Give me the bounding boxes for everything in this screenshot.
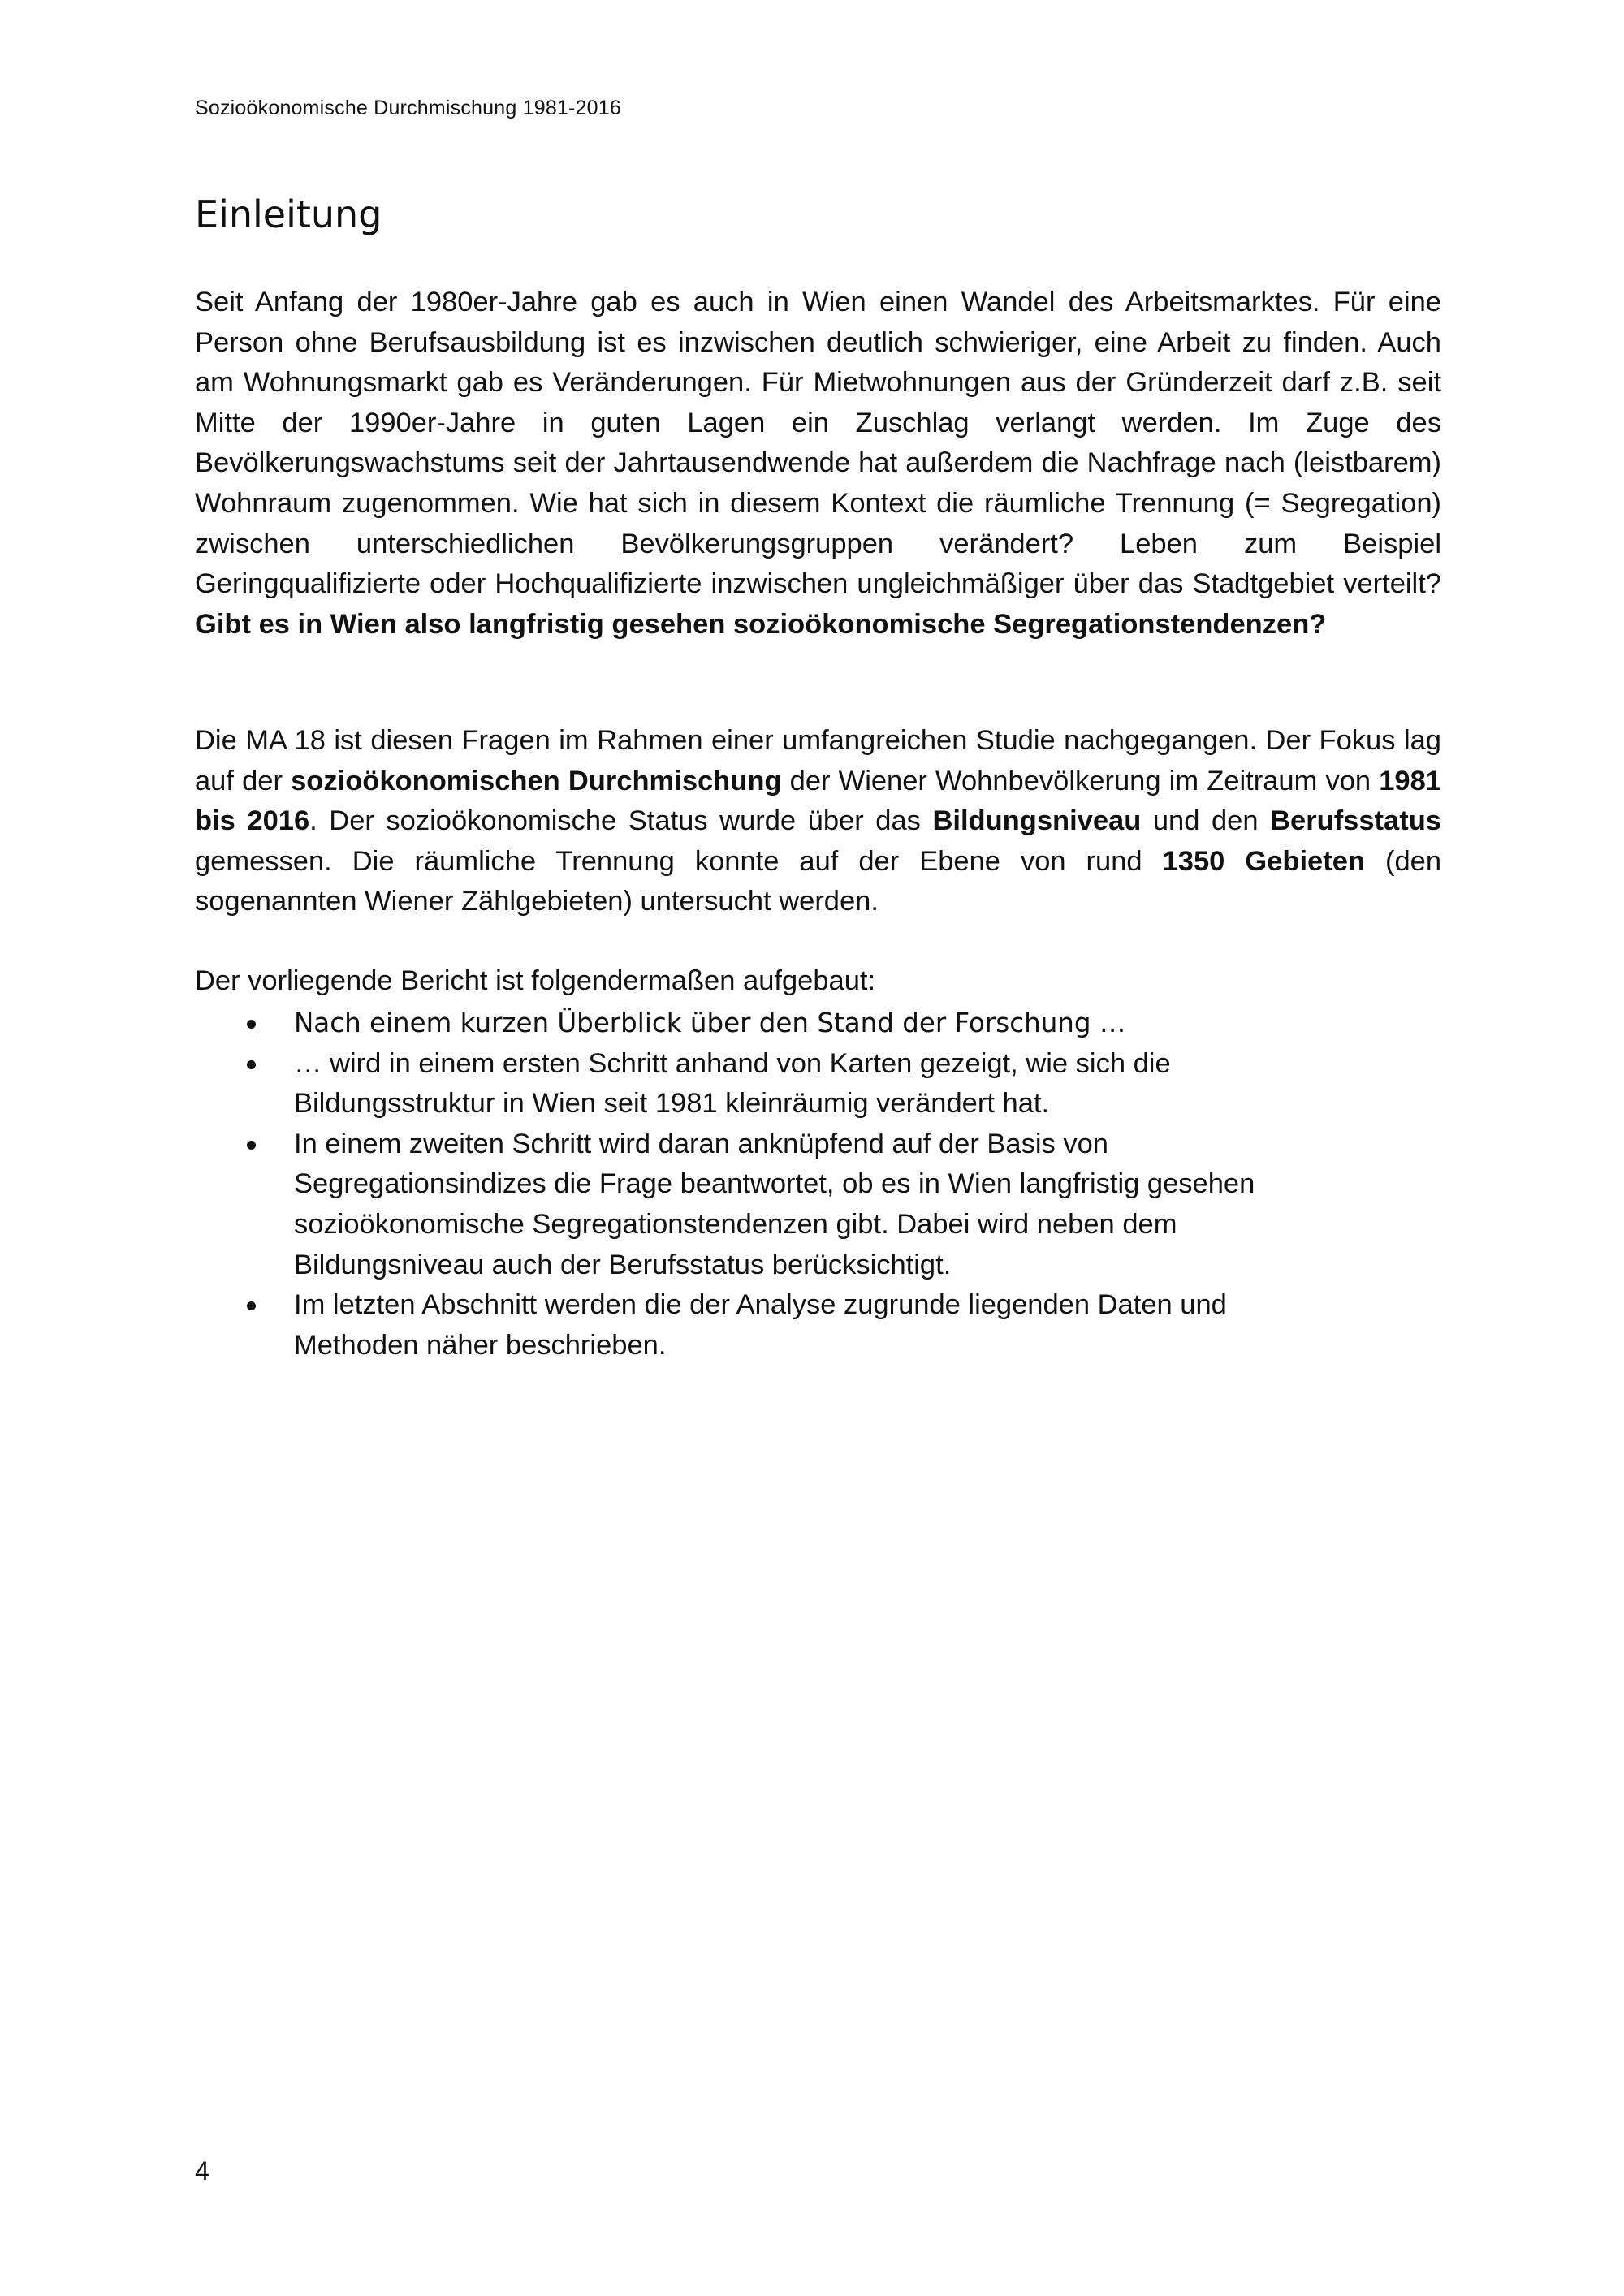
- intro-key-question: Gibt es in Wien also langfristig gesehen sozioökonomische Segregationstendenzen?: [195, 608, 1327, 640]
- bullet-icon: [247, 1141, 256, 1150]
- study-text-2: der Wiener Wohnbevölkerung im Zeitraum von: [781, 765, 1380, 796]
- list-item: [195, 1124, 1350, 1285]
- list-item: [195, 1285, 1350, 1366]
- intro-paragraph-text: Seit Anfang der 1980er-Jahre gab es auch in Wien einen Wandel des Arbeitsmarktes. Für eine Person ohne Berufsausbildung ist es inzwischen deutlich schwieriger, eine Arbeit zu finden. Auch am Wohnungsmarkt gab es Veränderungen. Für Mietwohnungen aus der Gründerzeit darf z.B. seit Mitte der 1990er-Jahre in guten Lagen ein Zuschlag verlangt werden. Im Zuge des Bevölkerungswachstums seit der Jahrtausendwende hat außerdem die Nachfrage nach (leistbarem) Wohnraum zugenommen. Wie hat sich in diesem Kontext die räumliche Trennung (= Segregation) zwischen unterschiedlichen Bevölkerungsgruppen verändert? Leben zum Beispiel Geringqualifizierte oder Hochqualifizierte inzwischen ungleichmäßiger über das Stadtgebiet verteilt?: [195, 287, 1441, 600]
- study-bold-bildungsniveau: Bildungsniveau: [932, 805, 1142, 837]
- list-item: [195, 1044, 1350, 1124]
- bullet-icon: [247, 1020, 256, 1029]
- list-item-text: … wird in einem ersten Schritt anhand von Karten gezeigt, wie sich die Bildungsstruktur in Wien seit 1981 kleinräumig verändert hat.: [294, 1047, 1171, 1120]
- study-text-4: und den: [1141, 805, 1271, 837]
- study-text-1: Die MA 18 ist diesen Fragen im Rahmen einer umfangreichen Studie nachgegangen. Der Fokus lag auf der: [195, 725, 1441, 796]
- study-text-6: (den sogenannten Wiener Zählgebieten) untersucht werden.: [195, 845, 1442, 917]
- study-text-3: . Der sozioökonomische Status wurde über das: [309, 805, 933, 837]
- list-item-text: In einem zweiten Schritt wird daran anknüpfend auf der Basis von Segregationsindizes die Frage beantwortet, ob es in Wien langfristig gesehen sozioökonomische Segregationstendenzen gibt. Dabei wird neben dem Bildungsniveau auch der Berufsstatus berücksichtigt.: [294, 1128, 1255, 1280]
- study-bold-gebiete: 1350 Gebieten: [1162, 845, 1365, 877]
- list-item: [195, 1003, 1350, 1044]
- list-item-text: Im letzten Abschnitt werden die der Analyse zugrunde liegenden Daten und Methoden näher beschrieben.: [294, 1289, 1227, 1361]
- study-bold-berufsstatus: Berufsstatus: [1270, 805, 1441, 837]
- bullet-icon: [247, 1060, 256, 1069]
- study-focus-paragraph: [195, 721, 1441, 922]
- study-bold-durchmischung: sozioökonomischen Durchmischung: [291, 765, 782, 796]
- structure-list: [195, 1003, 1441, 1366]
- bullet-icon: [247, 1301, 256, 1310]
- study-text-5: gemessen. Die räumliche Trennung konnte auf der Ebene von rund: [195, 845, 1163, 877]
- page-title: Einleitung: [195, 192, 382, 236]
- running-header: Sozioökonomische Durchmischung 1981-2016: [195, 97, 621, 119]
- list-item-text: Nach einem kurzen Überblick über den Stand der Forschung …: [294, 1008, 1126, 1038]
- intro-paragraph: [195, 283, 1441, 645]
- page-number: 4: [195, 2156, 209, 2186]
- structure-intro: Der vorliegende Bericht ist folgendermaßen aufgebaut:: [195, 965, 876, 996]
- study-bold-period: 1981 bis 2016: [195, 765, 1441, 837]
